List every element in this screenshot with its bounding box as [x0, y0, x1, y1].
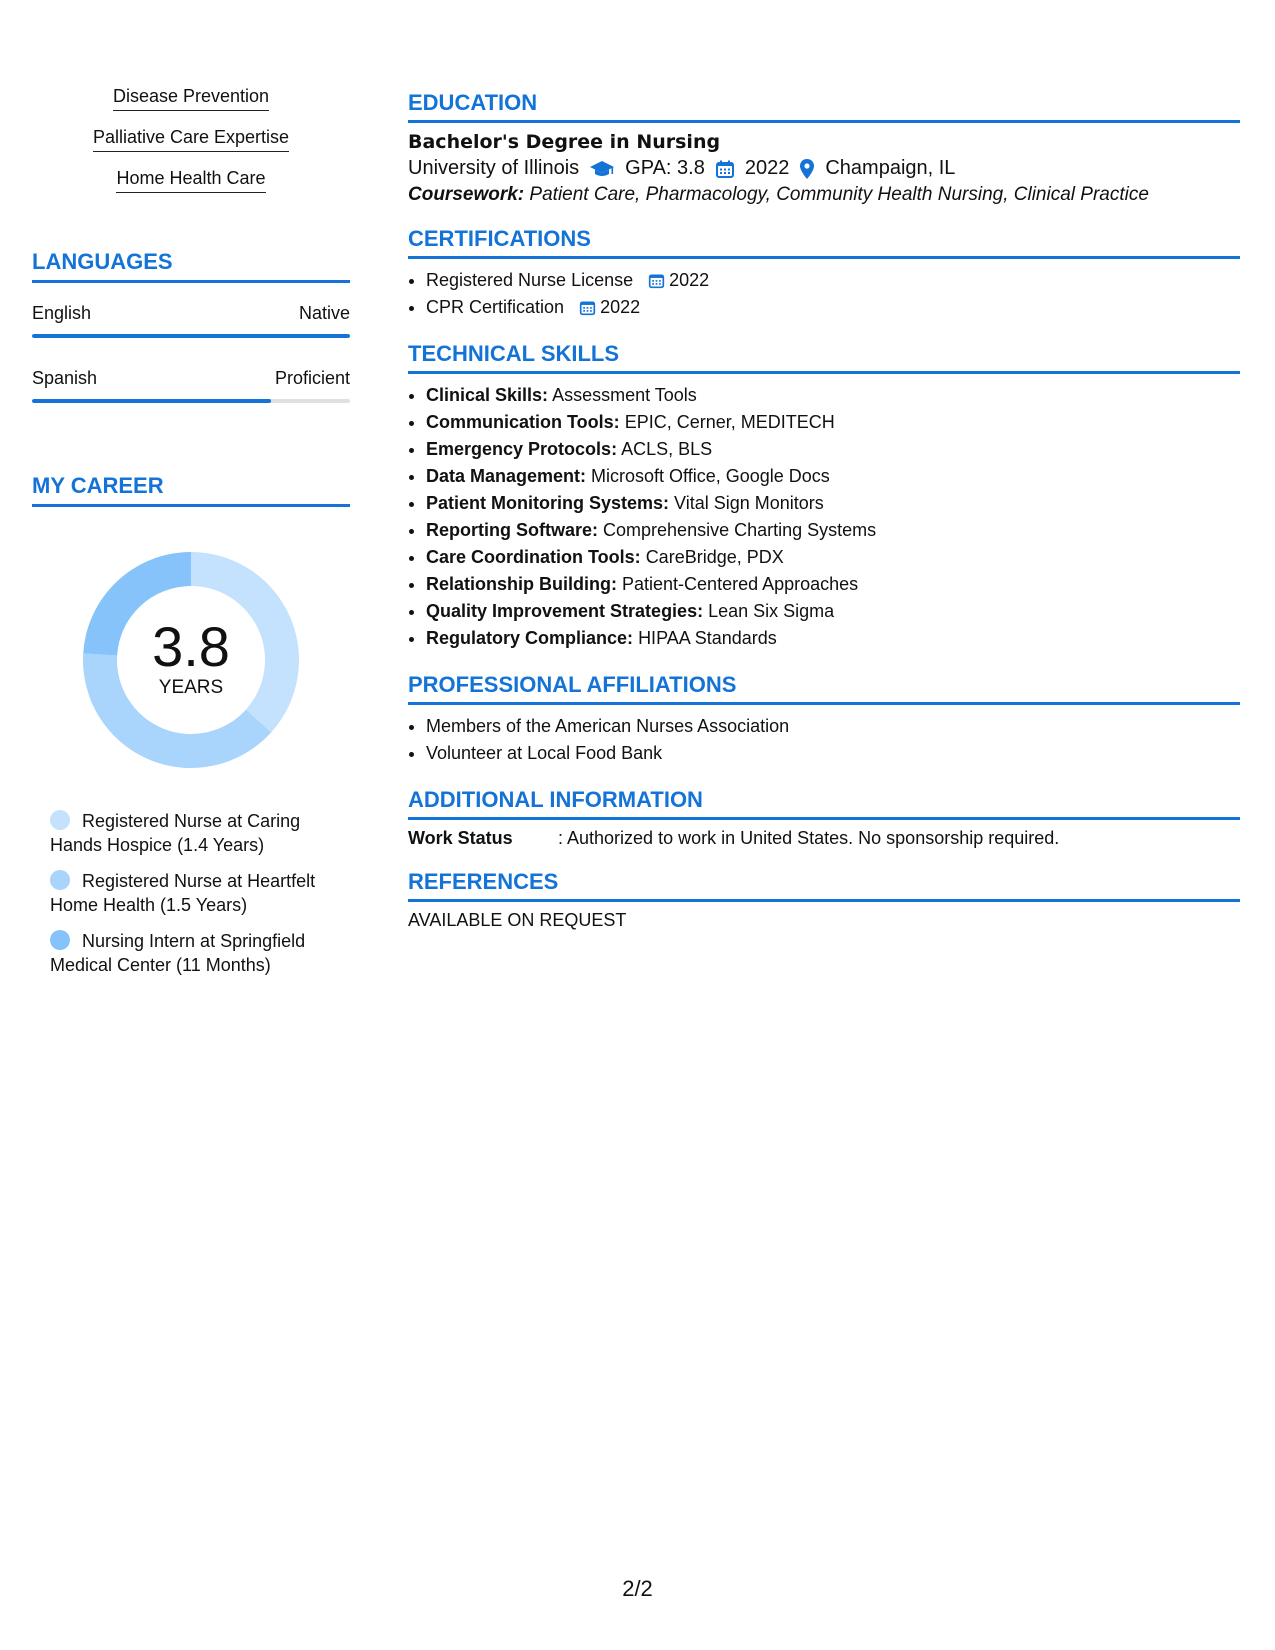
technical-skill-value: ACLS, BLS [621, 439, 713, 459]
technical-skill-label: Reporting Software: [426, 520, 599, 540]
calendar-icon [715, 159, 735, 179]
technical-skill-label: Quality Improvement Strategies: [426, 601, 704, 621]
technical-skill-item [426, 544, 1240, 571]
work-status-label: Work Status [408, 828, 513, 848]
technical-skill-item [426, 598, 1240, 625]
career-donut [76, 545, 306, 775]
career-legend-text: Nursing Intern at Springfield Medical Center (11 Months) [50, 931, 306, 975]
technical-skill-label: Regulatory Compliance: [426, 628, 634, 648]
references-text: AVAILABLE ON REQUEST [408, 910, 627, 930]
language-name: English [32, 303, 92, 323]
languages-title: LANGUAGES [32, 249, 350, 283]
career-legend-text: Registered Nurse at Caring Hands Hospice (1.4 Years) [50, 811, 301, 855]
technical-skills-section [408, 341, 1240, 652]
certification-year: 2022 [600, 297, 641, 317]
education-section [408, 90, 1240, 206]
education-title: EDUCATION [408, 90, 1240, 123]
technical-skills-title: TECHNICAL SKILLS [408, 341, 1240, 374]
technical-skill-item [426, 490, 1240, 517]
technical-skill-label: Communication Tools: [426, 412, 620, 432]
certification-item [426, 267, 1240, 294]
career-title: MY CAREER [32, 473, 350, 507]
technical-skill-value: Microsoft Office, Google Docs [591, 466, 830, 486]
technical-skill-item [426, 436, 1240, 463]
career-legend-text: Registered Nurse at Heartfelt Home Health (1.5 Years) [50, 871, 316, 915]
career-section [32, 473, 350, 977]
references-section [408, 869, 1240, 931]
certification-name: Registered Nurse License [426, 270, 634, 290]
coursework-text: Patient Care, Pharmacology, Community Health Nursing, Clinical Practice [529, 184, 1149, 205]
affiliations-title: PROFESSIONAL AFFILIATIONS [408, 672, 1240, 705]
languages-section [32, 249, 350, 403]
education-details [408, 157, 1240, 180]
technical-skill-value: CareBridge, PDX [645, 547, 784, 567]
technical-skills-list [408, 382, 1240, 652]
skill-tag: Disease Prevention [113, 86, 269, 111]
location-pin-icon [799, 158, 815, 180]
language-level: Proficient [274, 368, 350, 388]
right-column [408, 90, 1240, 951]
skill-tag: Palliative Care Expertise [93, 127, 289, 152]
technical-skill-label: Clinical Skills: [426, 385, 549, 405]
page-number: 2/2 [622, 1576, 653, 1601]
affiliations-section [408, 672, 1240, 767]
career-legend-item [50, 929, 350, 977]
gpa: GPA: 3.8 [625, 157, 705, 179]
additional-info-section [408, 787, 1240, 849]
coursework [408, 184, 1240, 206]
technical-skill-value: HIPAA Standards [638, 628, 777, 648]
language-item [32, 303, 350, 338]
technical-skill-value: Vital Sign Monitors [674, 493, 824, 513]
certifications-title: CERTIFICATIONS [408, 226, 1240, 259]
language-bar [32, 334, 350, 338]
certification-year: 2022 [669, 270, 710, 290]
technical-skill-value: Comprehensive Charting Systems [603, 520, 877, 540]
technical-skill-item [426, 625, 1240, 652]
language-level: Native [298, 303, 350, 323]
technical-skill-item [426, 409, 1240, 436]
work-status-value: : Authorized to work in United States. No sponsorship required. [558, 828, 1060, 848]
career-legend-item [50, 869, 350, 917]
language-name: Spanish [32, 368, 98, 388]
career-total: 3.8 [152, 615, 230, 678]
references-title: REFERENCES [408, 869, 1240, 902]
calendar-icon [648, 272, 665, 289]
calendar-icon [579, 299, 596, 316]
graduation-year: 2022 [744, 157, 790, 179]
career-unit: YEARS [158, 677, 224, 698]
career-legend-item [50, 809, 350, 857]
coursework-label: Coursework: [408, 184, 525, 205]
technical-skill-item [426, 382, 1240, 409]
additional-info-title: ADDITIONAL INFORMATION [408, 787, 1240, 820]
location: Champaign, IL [825, 157, 956, 179]
technical-skill-label: Emergency Protocols: [426, 439, 618, 459]
affiliation-item: • Volunteer at Local Food Bank [426, 740, 1240, 767]
legend-dot-icon [50, 930, 70, 950]
left-column [32, 86, 350, 989]
technical-skill-label: Relationship Building: [426, 574, 617, 594]
skills-list [32, 86, 350, 209]
language-bar-fill [32, 399, 271, 403]
language-bar-fill [32, 334, 350, 338]
career-legend [32, 809, 350, 977]
skill-tag: Home Health Care [116, 168, 265, 193]
affiliation-item: • Members of the American Nurses Association [426, 713, 1240, 740]
certification-name: CPR Certification [426, 297, 565, 317]
technical-skill-value: EPIC, Cerner, MEDITECH [624, 412, 835, 432]
technical-skill-item [426, 517, 1240, 544]
technical-skill-item [426, 571, 1240, 598]
degree-title: Bachelor's Degree in Nursing [408, 131, 721, 153]
technical-skill-label: Data Management: [426, 466, 587, 486]
certifications-section [408, 226, 1240, 321]
technical-skill-value: Patient-Centered Approaches [622, 574, 859, 594]
technical-skill-item [426, 463, 1240, 490]
graduation-cap-icon [589, 159, 615, 179]
school-name: University of Illinois [408, 157, 580, 179]
technical-skill-label: Care Coordination Tools: [426, 547, 641, 567]
technical-skill-value: Assessment Tools [552, 385, 697, 405]
certification-item [426, 294, 1240, 321]
language-bar [32, 399, 350, 403]
language-item [32, 368, 350, 403]
legend-dot-icon [50, 810, 70, 830]
technical-skill-value: Lean Six Sigma [708, 601, 835, 621]
legend-dot-icon [50, 870, 70, 890]
technical-skill-label: Patient Monitoring Systems: [426, 493, 670, 513]
